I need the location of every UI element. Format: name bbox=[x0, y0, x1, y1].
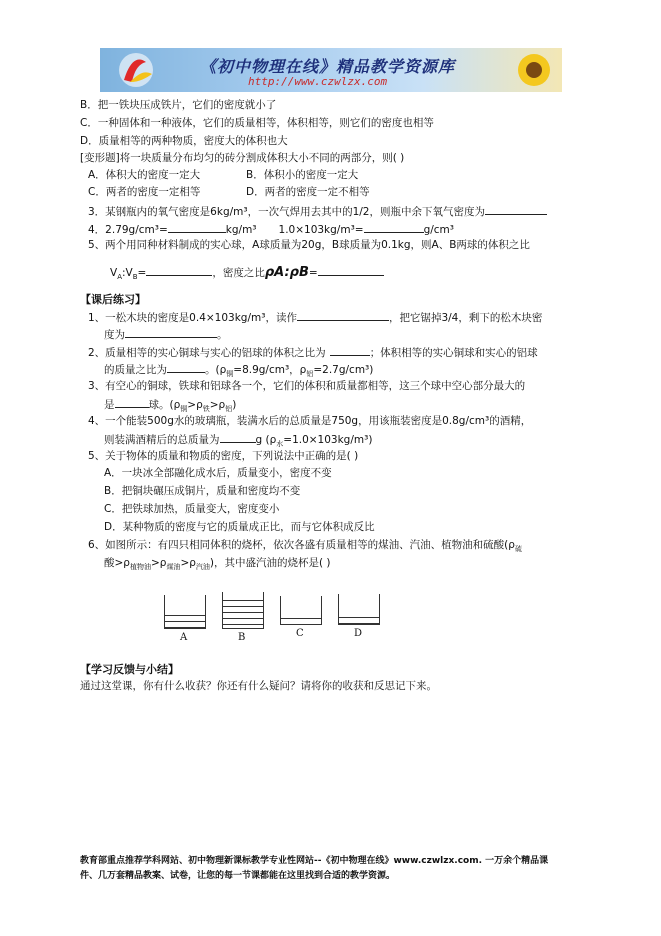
answer-blank bbox=[297, 309, 389, 321]
practice-2-text: 的质量之比为 bbox=[104, 364, 167, 376]
subscript: 植物油 bbox=[129, 563, 151, 572]
subscript: 水 bbox=[276, 440, 284, 449]
question-3-text: 3．某钢瓶内的氧气密度是6kg/m³，一次气焊用去其中的1/2，则瓶中余下氧气密度为 bbox=[88, 206, 485, 218]
subscript: 铝 bbox=[225, 405, 233, 414]
practice-5-option-c: C．把铁球加热，质量变大，密度变小 bbox=[104, 503, 280, 515]
beaker-d bbox=[338, 594, 380, 625]
option-b: B．把一铁块压成铁片，它们的密度就小了 bbox=[80, 99, 277, 111]
practice-2-text: 。(ρ bbox=[205, 364, 227, 376]
practice-1-text: 。 bbox=[217, 329, 228, 341]
variant-option-a: A．体积大的密度一定大 bbox=[88, 169, 201, 181]
practice-6-text: 6、如图所示：有四只相同体积的烧杯，依次各盛有质量相等的煤油、汽油、植物油和硫酸(ρ bbox=[88, 539, 515, 551]
practice-1-text: 1、一松木块的密度是0.4×103kg/m³，读作 bbox=[88, 312, 297, 324]
beaker-label: A bbox=[180, 632, 188, 643]
answer-blank bbox=[364, 221, 424, 233]
subscript: 铜 bbox=[226, 370, 234, 379]
practice-6-text: >ρ bbox=[114, 557, 130, 569]
practice-6 bbox=[88, 538, 522, 556]
volume-symbol: V bbox=[110, 267, 118, 279]
practice-3: 3、有空心的铜球，铁球和铝球各一个，它们的体积和质量都相等，这三个球中空心部分最大的 bbox=[88, 380, 526, 392]
subscript: 铝 bbox=[306, 370, 314, 379]
page-footer bbox=[80, 854, 580, 884]
liquid-level bbox=[339, 614, 379, 625]
section-heading-practice: 【课后练习】 bbox=[80, 293, 146, 306]
banner-title: 《初中物理在线》精品教学资源库 bbox=[200, 57, 456, 76]
beaker-label: C bbox=[296, 628, 304, 639]
practice-4-text: =1.0×103kg/m³) bbox=[283, 434, 373, 446]
beaker-b bbox=[222, 592, 264, 629]
liquid-level bbox=[281, 615, 321, 624]
practice-3-text: >ρ bbox=[187, 399, 203, 411]
question-4-part-d: g/cm³ bbox=[423, 224, 454, 236]
practice-3-text: >ρ bbox=[209, 399, 226, 411]
subscript-b: B bbox=[132, 273, 138, 282]
practice-4-text: g (ρ bbox=[255, 434, 277, 446]
beaker-label: D bbox=[354, 628, 363, 639]
practice-6-text: 酸 bbox=[104, 557, 115, 569]
volume-symbol: :V bbox=[121, 267, 133, 279]
question-5: 5、两个用同种材料制成的实心球，A球质量为20g，B球质量为0.1kg，则A、B两球的体积之比 bbox=[88, 239, 530, 251]
subscript: 煤油 bbox=[166, 563, 181, 572]
subscript: 铁 bbox=[202, 405, 210, 414]
question-4-part-c: 1.0×103kg/m³= bbox=[278, 224, 364, 236]
practice-3-text: 是 bbox=[104, 399, 115, 411]
question-5-answers bbox=[110, 264, 384, 284]
variant-option-c: C．两者的密度一定相等 bbox=[88, 186, 201, 198]
answer-blank bbox=[168, 221, 226, 233]
practice-5-option-d: D．某种物质的密度与它的质量成正比，而与它体积成反比 bbox=[104, 521, 375, 533]
site-logo-icon bbox=[116, 52, 156, 88]
practice-6-cont bbox=[104, 556, 331, 574]
answer-blank bbox=[220, 431, 256, 443]
variant-option-d: D．两者的密度一定不相等 bbox=[246, 186, 370, 198]
footer-line-2: 件、几万套精品教案、试卷，让您的每一节课都能在这里找到合适的教学资源。 bbox=[80, 871, 396, 881]
liquid-level bbox=[223, 597, 263, 628]
beaker-label: B bbox=[238, 632, 246, 643]
subscript: 汽油 bbox=[195, 563, 210, 572]
practice-3-text: 球。(ρ bbox=[148, 399, 181, 411]
density-ratio-symbol: ρA:ρB bbox=[264, 265, 309, 280]
question-4-part-a: 4．2.79g/cm³= bbox=[88, 224, 168, 236]
practice-5-option-a: A．一块冰全部融化成水后，质量变小，密度不变 bbox=[104, 467, 332, 479]
question-3 bbox=[88, 203, 547, 219]
answer-blank bbox=[146, 264, 212, 276]
density-ratio-label: ，密度之比 bbox=[212, 267, 265, 279]
option-d: D．质量相等的两种物质，密度大的体积也大 bbox=[80, 135, 288, 147]
practice-4-text: 则装满酒精后的总质量为 bbox=[104, 434, 220, 446]
question-4-part-b: kg/m³ bbox=[225, 224, 257, 236]
practice-6-text: >ρ bbox=[180, 557, 196, 569]
header-banner bbox=[100, 48, 562, 92]
practice-1-text: 度为 bbox=[104, 329, 125, 341]
subscript-a: A bbox=[117, 273, 122, 282]
section-heading-feedback: 【学习反馈与小结】 bbox=[80, 663, 179, 676]
practice-5: 5、关于物体的质量和物质的密度，下列说法中正确的是( ) bbox=[88, 450, 359, 462]
answer-blank bbox=[115, 396, 149, 408]
liquid-level bbox=[165, 612, 205, 629]
variant-question: [变形题]将一块质量分布均匀的砖分割成体积大小不同的两部分，则( ) bbox=[80, 152, 405, 164]
beaker-c bbox=[280, 596, 322, 625]
practice-2-text: =8.9g/cm³，ρ bbox=[233, 364, 307, 376]
practice-3-text: ) bbox=[232, 399, 237, 411]
answer-blank bbox=[167, 361, 205, 373]
subscript: 铜 bbox=[180, 405, 188, 414]
beaker-a bbox=[164, 595, 206, 629]
banner-url[interactable]: http://www.czwlzx.com bbox=[248, 75, 388, 88]
equals-sign: = bbox=[308, 267, 318, 279]
practice-1 bbox=[88, 309, 542, 325]
practice-2-text: 2、质量相等的实心铜球与实心的铝球的体积之比为 bbox=[88, 347, 326, 359]
practice-6-text: >ρ bbox=[150, 557, 167, 569]
sunflower-icon bbox=[506, 50, 556, 90]
practice-6-text: )，其中盛汽油的烧杯是( ) bbox=[209, 557, 331, 569]
equals-sign: = bbox=[137, 267, 147, 279]
answer-blank bbox=[318, 264, 384, 276]
option-c: C．一种固体和一种液体，它们的质量相等，体积相等，则它们的密度也相等 bbox=[80, 117, 434, 129]
practice-1-text: ，把它锯掉3/4，剩下的松木块密 bbox=[388, 312, 543, 324]
variant-option-b: B．体积小的密度一定大 bbox=[246, 169, 359, 181]
practice-2-text: ；体积相等的实心铜球和实心的铝球 bbox=[369, 347, 538, 359]
question-4 bbox=[88, 221, 454, 237]
feedback-text: 通过这堂课，你有什么收获？你还有什么疑问？请将你的收获和反思记下来。 bbox=[80, 680, 437, 692]
practice-2-text: =2.7g/cm³) bbox=[313, 364, 374, 376]
footer-line-1: 教育部重点推荐学科网站、初中物理新课标教学专业性网站--《初中物理在线》www.czwlzx.com. 一万余个精品课 bbox=[80, 856, 549, 866]
practice-1-cont bbox=[104, 326, 228, 342]
practice-2 bbox=[88, 344, 538, 360]
subscript: 硫 bbox=[514, 545, 522, 554]
practice-4: 4、一个能装500g水的玻璃瓶，装满水后的总质量是750g，用该瓶装密度是0.8g/cm³的酒精， bbox=[88, 415, 532, 427]
answer-blank bbox=[330, 344, 370, 356]
answer-blank bbox=[125, 326, 217, 338]
practice-5-option-b: B．把铜块碾压成铜片，质量和密度均不变 bbox=[104, 485, 301, 497]
answer-blank bbox=[485, 203, 547, 215]
